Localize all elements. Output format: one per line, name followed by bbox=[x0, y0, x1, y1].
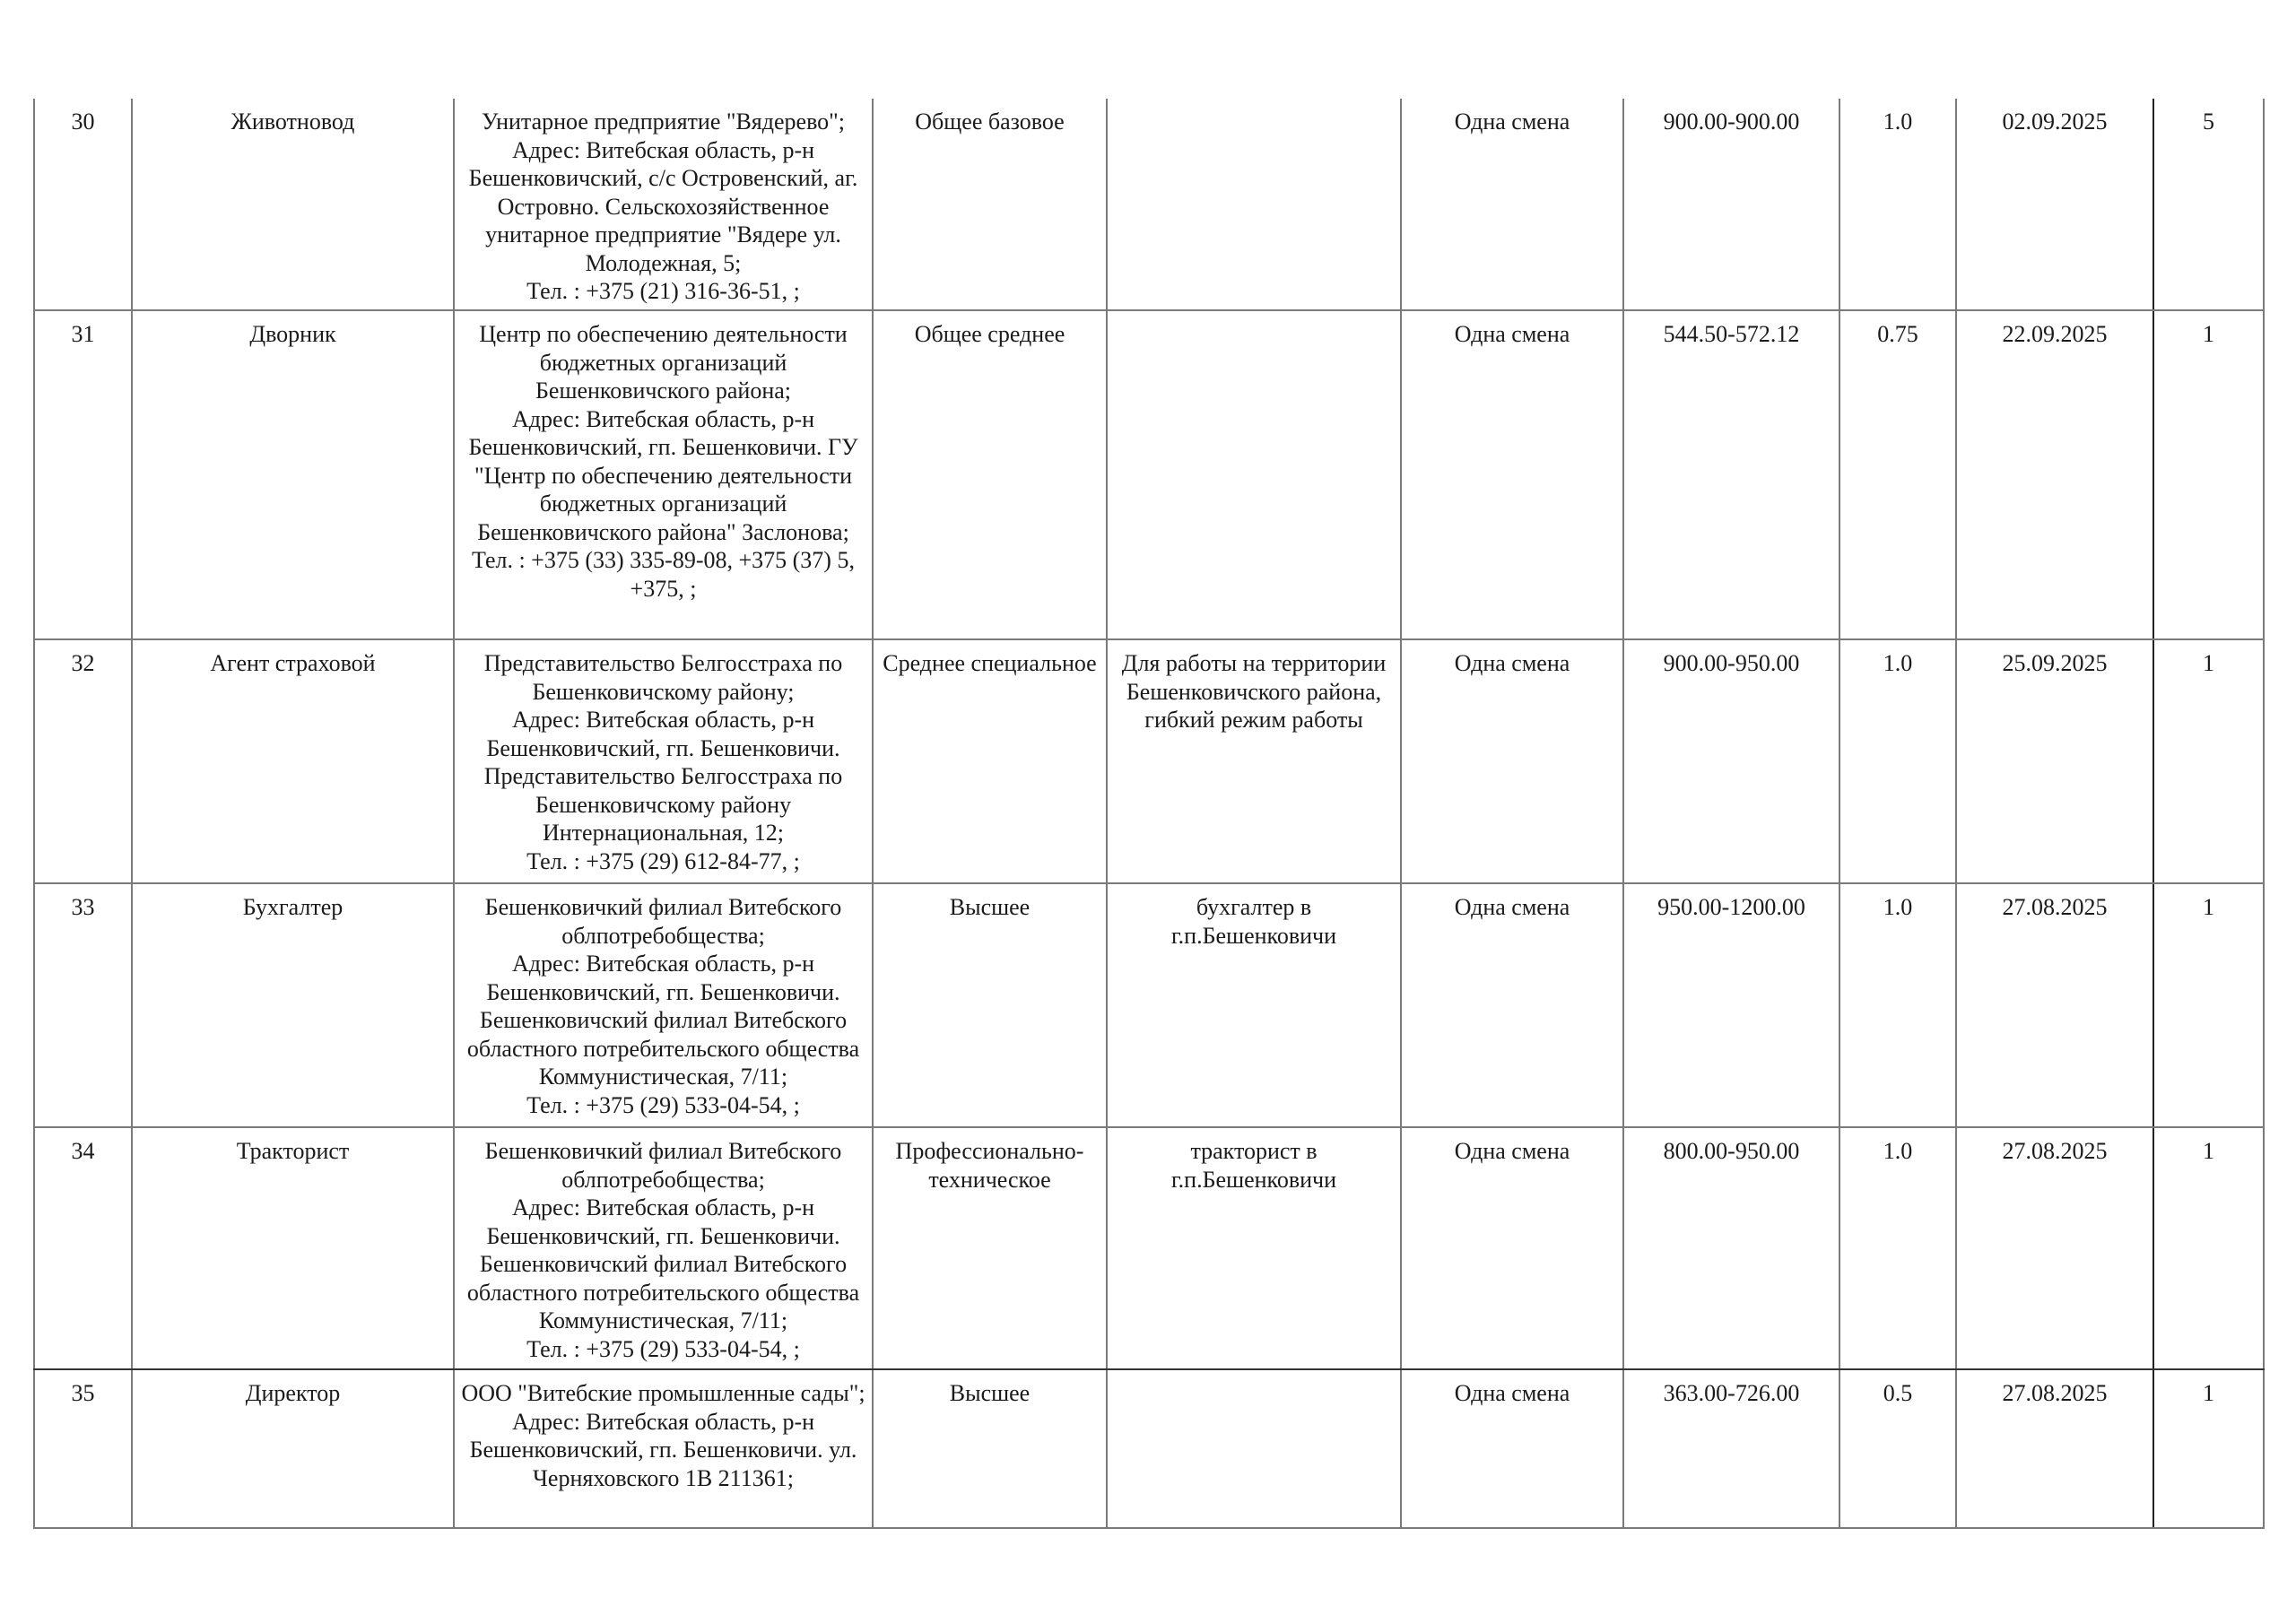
employer-address: ООО "Витебские промышленные сады"; Адрес: Витебская область, р-н Бешенковичский, гп. Бешенковичи. ул. Черняховского 1В 211361; bbox=[454, 1369, 873, 1528]
rate: 1.0 bbox=[1839, 99, 1956, 310]
employer-address: Представительство Белгосстраха по Бешенковичскому району; Адрес: Витебская область, р-н Бешенковичский, гп. Бешенковичи. Представительство Белгосстраха по Бешенковичскому району Интернациональная, 12; Тел. : +375 (29) 612-84-77, ; bbox=[454, 639, 873, 883]
education: Высшее bbox=[873, 883, 1107, 1127]
table-row bbox=[34, 1127, 2264, 1369]
row-number: 35 bbox=[34, 1369, 132, 1528]
conditions bbox=[1107, 99, 1401, 310]
salary: 800.00-950.00 bbox=[1623, 1127, 1839, 1369]
date: 02.09.2025 bbox=[1956, 99, 2153, 310]
employer-address: Унитарное предприятие "Вядерево"; Адрес: Витебская область, р-н Бешенковичский, с/с Островенский, аг. Островно. Сельскохозяйственное унитарное предприятие "Вядере ул. Молодежная, 5; Тел. : +375 (21) 316-36-51, ; bbox=[454, 99, 873, 310]
salary: 950.00-1200.00 bbox=[1623, 883, 1839, 1127]
table-row bbox=[34, 1369, 2264, 1528]
employer-address: Центр по обеспечению деятельности бюджетных организаций Бешенковичского района; Адрес: Витебская область, р-н Бешенковичский, гп. Бешенковичи. ГУ "Центр по обеспечению деятельности бюджетных организаций Бешенковичского района" Заслонова; Тел. : +375 (33) 335-89-08, +375 (37) 5, +375, ; bbox=[454, 310, 873, 639]
rate: 1.0 bbox=[1839, 639, 1956, 883]
employer-address: Бешенковичкий филиал Витебского облпотребобщества; Адрес: Витебская область, р-н Бешенковичский, гп. Бешенковичи. Бешенковичский филиал Витебского областного потребительского общества Коммунистическая, 7/11; Тел. : +375 (29) 533-04-54, ; bbox=[454, 1127, 873, 1369]
rate: 0.75 bbox=[1839, 310, 1956, 639]
education: Высшее bbox=[873, 1369, 1107, 1528]
row-number: 34 bbox=[34, 1127, 132, 1369]
date: 27.08.2025 bbox=[1956, 1127, 2153, 1369]
schedule: Одна смена bbox=[1401, 1369, 1623, 1528]
profession: Животновод bbox=[132, 99, 454, 310]
education: Профессионально-техническое bbox=[873, 1127, 1107, 1369]
employer-address: Бешенковичкий филиал Витебского облпотребобщества; Адрес: Витебская область, р-н Бешенковичский, гп. Бешенковичи. Бешенковичский филиал Витебского областного потребительского общества Коммунистическая, 7/11; Тел. : +375 (29) 533-04-54, ; bbox=[454, 883, 873, 1127]
date: 27.08.2025 bbox=[1956, 1369, 2153, 1528]
profession: Тракторист bbox=[132, 1127, 454, 1369]
salary: 363.00-726.00 bbox=[1623, 1369, 1839, 1528]
row-number: 33 bbox=[34, 883, 132, 1127]
vacancies-table bbox=[33, 99, 2265, 1529]
count: 1 bbox=[2153, 1127, 2264, 1369]
row-number: 30 bbox=[34, 99, 132, 310]
education: Среднее специальное bbox=[873, 639, 1107, 883]
date: 22.09.2025 bbox=[1956, 310, 2153, 639]
rate: 1.0 bbox=[1839, 1127, 1956, 1369]
table-row bbox=[34, 99, 2264, 310]
table-row bbox=[34, 883, 2264, 1127]
count: 1 bbox=[2153, 1369, 2264, 1528]
schedule: Одна смена bbox=[1401, 310, 1623, 639]
schedule: Одна смена bbox=[1401, 883, 1623, 1127]
profession: Директор bbox=[132, 1369, 454, 1528]
table-row bbox=[34, 310, 2264, 639]
conditions bbox=[1107, 310, 1401, 639]
rate: 0.5 bbox=[1839, 1369, 1956, 1528]
date: 25.09.2025 bbox=[1956, 639, 2153, 883]
salary: 900.00-950.00 bbox=[1623, 639, 1839, 883]
salary: 900.00-900.00 bbox=[1623, 99, 1839, 310]
conditions bbox=[1107, 1369, 1401, 1528]
count: 1 bbox=[2153, 639, 2264, 883]
education: Общее среднее bbox=[873, 310, 1107, 639]
row-number: 32 bbox=[34, 639, 132, 883]
count: 1 bbox=[2153, 310, 2264, 639]
date: 27.08.2025 bbox=[1956, 883, 2153, 1127]
conditions: Для работы на территории Бешенковичского района, гибкий режим работы bbox=[1107, 639, 1401, 883]
conditions: бухгалтер в г.п.Бешенковичи bbox=[1107, 883, 1401, 1127]
schedule: Одна смена bbox=[1401, 639, 1623, 883]
profession: Агент страховой bbox=[132, 639, 454, 883]
salary: 544.50-572.12 bbox=[1623, 310, 1839, 639]
education: Общее базовое bbox=[873, 99, 1107, 310]
conditions: тракторист в г.п.Бешенковичи bbox=[1107, 1127, 1401, 1369]
count: 1 bbox=[2153, 883, 2264, 1127]
schedule: Одна смена bbox=[1401, 1127, 1623, 1369]
table-row bbox=[34, 639, 2264, 883]
schedule: Одна смена bbox=[1401, 99, 1623, 310]
profession: Бухгалтер bbox=[132, 883, 454, 1127]
profession: Дворник bbox=[132, 310, 454, 639]
count: 5 bbox=[2153, 99, 2264, 310]
rate: 1.0 bbox=[1839, 883, 1956, 1127]
row-number: 31 bbox=[34, 310, 132, 639]
